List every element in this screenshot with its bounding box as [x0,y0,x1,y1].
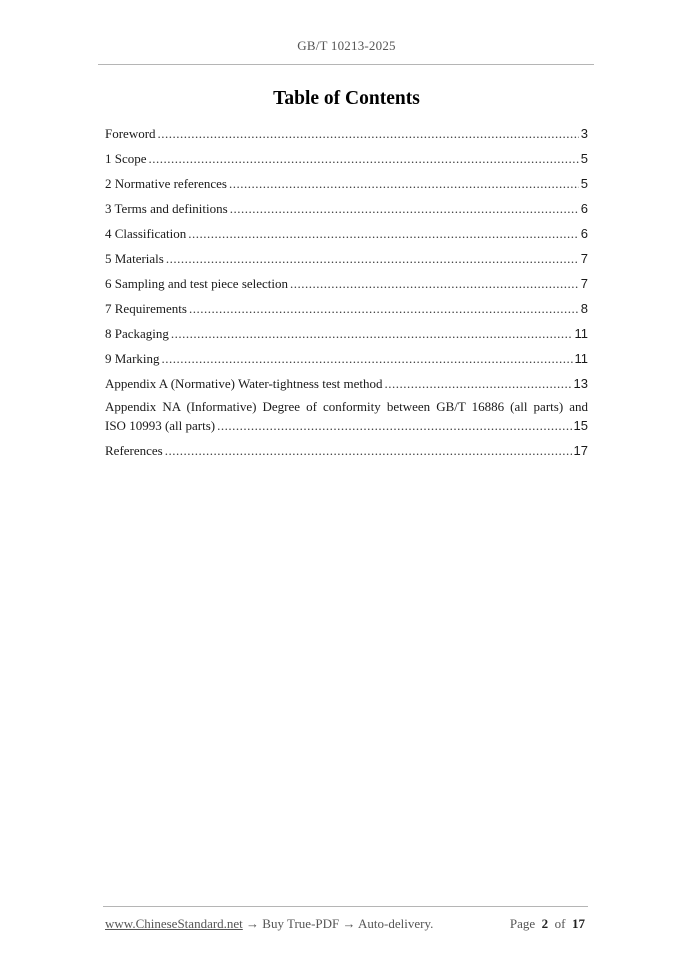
toc-entry-label: 3 Terms and definitions [105,201,228,216]
toc-entry-references[interactable] [105,438,588,463]
total-pages: 17 [572,916,585,931]
toc-entry-label: 2 Normative references [105,176,227,191]
footer-divider [103,906,588,907]
toc-entry-label: References [105,443,163,458]
toc-entry-label: 9 Marking [105,351,160,366]
toc-title: Table of Contents [273,88,420,109]
buy-pdf-text: Buy True-PDF [262,916,340,931]
toc-entry-label: Foreword [105,126,156,141]
toc-entry-page: 17 [573,443,588,458]
toc-entry-packaging[interactable] [105,321,588,346]
toc-entry-label: 4 Classification [105,226,187,241]
page-footer [105,916,585,932]
table-of-contents [105,121,588,463]
toc-entry-appendix-na[interactable] [105,396,588,438]
toc-entry-page: 15 [573,418,588,433]
site-link[interactable]: www.ChineseStandard.net [105,916,243,931]
toc-entry-foreword[interactable] [105,121,588,146]
toc-entry-label-line1: Appendix NA (Informative) Degree of conformity between GB/T 16886 (all parts) and [105,399,588,414]
toc-entry-label: 1 Scope [105,151,147,166]
dot-leader [165,438,572,463]
current-page: 2 [541,916,549,931]
dot-leader [230,196,579,221]
dot-leader [166,246,579,271]
toc-entry-page: 5 [580,176,588,191]
auto-delivery-text: Auto-delivery. [358,916,434,931]
toc-entry-page: 7 [580,251,588,266]
toc-entry-page: 11 [574,351,588,366]
toc-entry-page: 5 [580,151,588,166]
dot-leader [171,321,573,346]
dot-leader [385,371,572,396]
dot-leader [158,121,579,146]
page-number [510,916,585,932]
toc-entry-label: Appendix A (Normative) Water-tightness test method [105,376,383,391]
page-header: GB/T 10213-2025 [297,38,396,53]
dot-leader [149,146,579,171]
toc-entry-scope[interactable] [105,146,588,171]
dot-leader [162,346,573,371]
toc-entry-sampling[interactable] [105,271,588,296]
dot-leader [189,296,579,321]
toc-entry-label: 5 Materials [105,251,164,266]
toc-entry-page: 3 [580,126,588,141]
toc-entry-page: 8 [580,301,588,316]
toc-entry-requirements[interactable] [105,296,588,321]
toc-entry-classification[interactable] [105,221,588,246]
header-divider [98,64,594,65]
dot-leader [290,271,579,296]
toc-entry-page: 11 [574,326,588,341]
footer-promo [105,916,433,932]
toc-entry-materials[interactable] [105,246,588,271]
toc-entry-label: 7 Requirements [105,301,187,316]
of-word: of [554,916,566,931]
arrow-right-icon: → [342,916,356,931]
dot-leader [188,221,579,246]
toc-entry-page: 13 [573,376,588,391]
toc-entry-label: 6 Sampling and test piece selection [105,276,289,291]
arrow-right-icon: → [246,916,260,931]
toc-entry-marking[interactable] [105,346,588,371]
page-word: Page [509,916,536,931]
toc-entry-label-line2: ISO 10993 (all parts) [105,418,216,433]
toc-entry-label: 8 Packaging [105,326,169,341]
toc-entry-terms-and-definitions[interactable] [105,196,588,221]
dot-leader [217,416,571,436]
dot-leader [229,171,579,196]
toc-entry-page: 6 [580,226,588,241]
toc-entry-normative-references[interactable] [105,171,588,196]
toc-entry-appendix-a[interactable] [105,371,588,396]
toc-entry-page: 7 [580,276,588,291]
toc-entry-page: 6 [580,201,588,216]
